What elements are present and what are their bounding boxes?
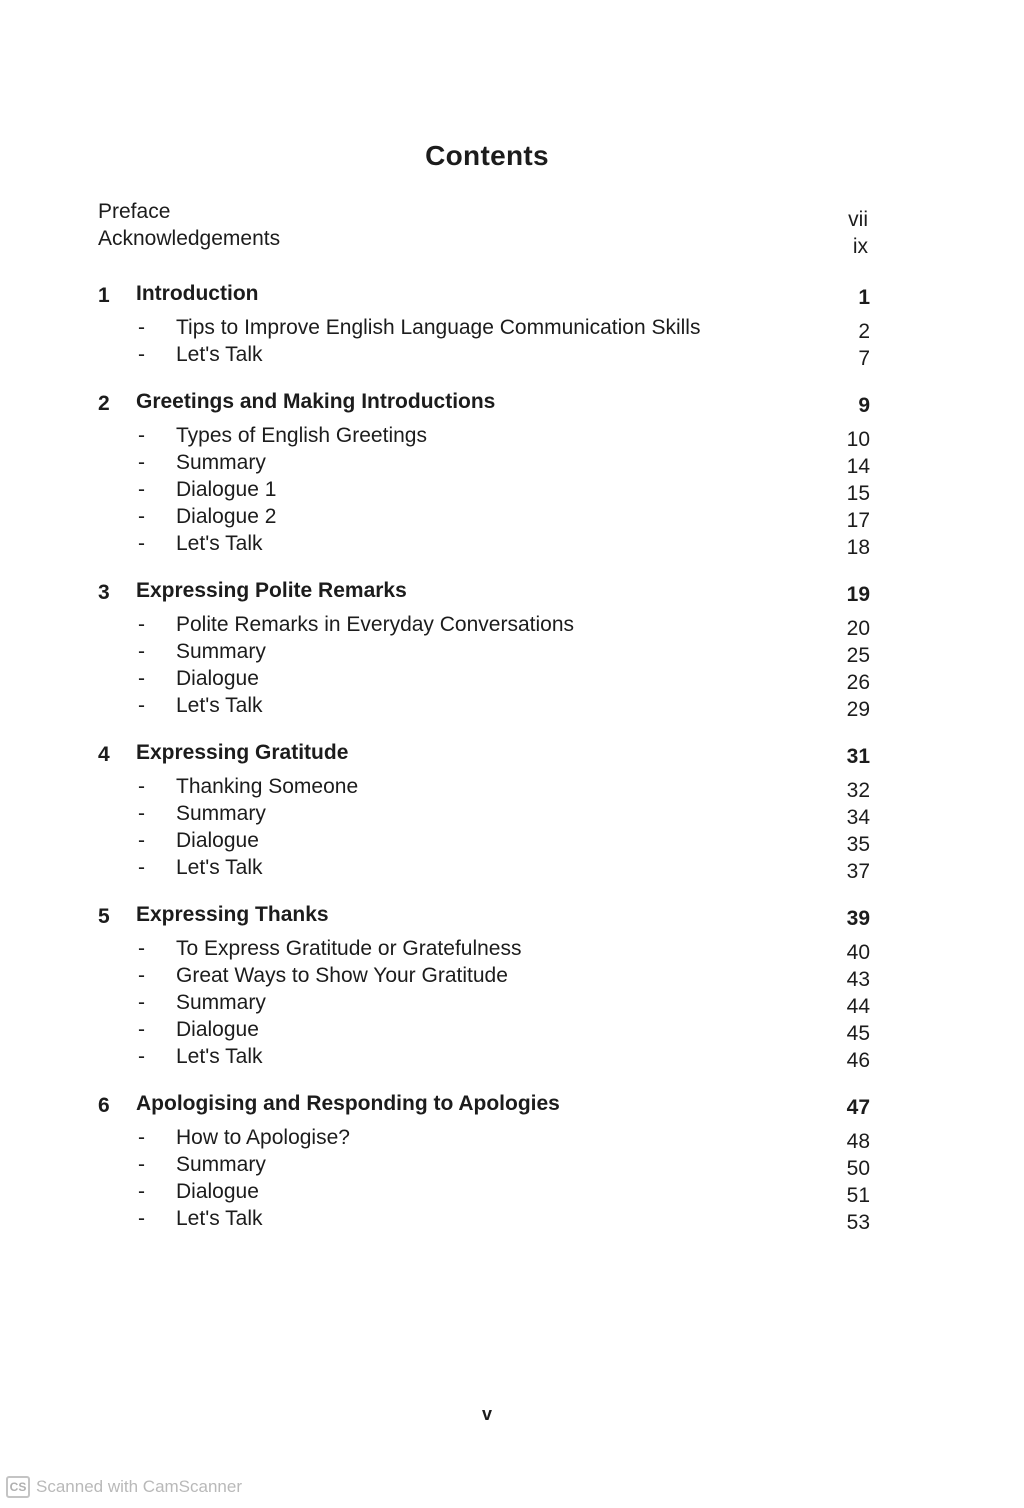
section-title: Thanking Someone (176, 775, 359, 798)
section-page: 29 (846, 698, 870, 721)
bullet-dash: - (138, 1153, 145, 1176)
section-page: 20 (846, 617, 870, 640)
section-entry (98, 856, 870, 883)
section-title: Let's Talk (176, 532, 263, 555)
section-title: Summary (176, 991, 266, 1014)
bullet-dash: - (138, 640, 145, 663)
chapter-entry (98, 280, 870, 370)
scanner-watermark (6, 1474, 242, 1500)
section-title: To Express Gratitude or Gratefulness (176, 937, 522, 960)
section-title: Tips to Improve English Language Communication Skills (176, 316, 701, 339)
section-title: Summary (176, 1153, 266, 1176)
section-entry (98, 991, 870, 1018)
front-matter-page: ix (852, 235, 868, 258)
section-title: Types of English Greetings (176, 424, 427, 447)
chapter-page: 39 (846, 907, 870, 930)
section-title: Great Ways to Show Your Gratitude (176, 964, 508, 987)
front-matter-label: Acknowledgements (98, 227, 281, 250)
section-title: Polite Remarks in Everyday Conversations (176, 613, 574, 636)
section-title: Dialogue (176, 667, 259, 690)
section-page: 44 (846, 995, 870, 1018)
bullet-dash: - (138, 343, 145, 366)
chapter-title: Expressing Thanks (136, 903, 329, 926)
section-page: 37 (846, 860, 870, 883)
bullet-dash: - (138, 694, 145, 717)
bullet-dash: - (138, 802, 145, 825)
chapter-title: Greetings and Making Introductions (136, 390, 496, 413)
page-number: v (481, 1404, 492, 1424)
section-page: 43 (846, 968, 870, 991)
section-entry (98, 802, 870, 829)
chapter-number: 6 (98, 1094, 110, 1117)
watermark-text: Scanned with CamScanner (36, 1477, 243, 1496)
section-title: Let's Talk (176, 1045, 263, 1068)
chapter-number: 2 (98, 392, 110, 415)
section-page: 48 (846, 1130, 870, 1153)
chapter-page: 31 (846, 745, 870, 768)
section-page: 18 (846, 536, 870, 559)
chapter-heading (98, 1090, 870, 1126)
section-page: 35 (846, 833, 870, 856)
section-entry (98, 1018, 870, 1045)
section-entry (98, 1180, 870, 1207)
section-page: 2 (858, 320, 870, 343)
section-entry (98, 1126, 870, 1153)
chapter-heading (98, 901, 870, 937)
chapter-number: 4 (98, 743, 110, 766)
chapter-list (98, 280, 870, 1252)
section-title: How to Apologise? (176, 1126, 350, 1149)
section-entry (98, 829, 870, 856)
bullet-dash: - (138, 505, 145, 528)
chapter-heading (98, 388, 870, 424)
chapter-entry (98, 577, 870, 721)
section-entry (98, 343, 870, 370)
chapter-heading (98, 280, 870, 316)
bullet-dash: - (138, 424, 145, 447)
section-title: Dialogue (176, 1180, 259, 1203)
section-entry (98, 640, 870, 667)
section-page: 51 (846, 1184, 870, 1207)
bullet-dash: - (138, 964, 145, 987)
section-title: Dialogue (176, 829, 259, 852)
section-entry (98, 937, 870, 964)
bullet-dash: - (138, 991, 145, 1014)
front-matter (98, 200, 868, 258)
section-title: Summary (176, 802, 266, 825)
section-page: 32 (846, 779, 870, 802)
section-page: 26 (846, 671, 870, 694)
section-title: Let's Talk (176, 694, 263, 717)
chapter-title: Expressing Polite Remarks (136, 579, 407, 602)
chapter-title: Expressing Gratitude (136, 741, 349, 764)
bullet-dash: - (138, 775, 145, 798)
chapter-entry (98, 388, 870, 559)
section-title: Dialogue (176, 1018, 259, 1041)
chapter-page: 19 (846, 583, 870, 606)
front-matter-label: Preface (98, 200, 171, 223)
section-entry (98, 451, 870, 478)
section-page: 53 (846, 1211, 870, 1234)
section-page: 7 (858, 347, 870, 370)
page-title: Contents (425, 140, 549, 171)
bullet-dash: - (138, 613, 145, 636)
section-title: Dialogue 1 (176, 478, 277, 501)
front-matter-row (98, 227, 868, 258)
section-entry (98, 505, 870, 532)
bullet-dash: - (138, 316, 145, 339)
chapter-number: 1 (98, 284, 110, 307)
chapter-heading (98, 739, 870, 775)
section-page: 40 (846, 941, 870, 964)
section-entry (98, 667, 870, 694)
section-entry (98, 316, 870, 343)
chapter-entry (98, 901, 870, 1072)
chapter-title: Apologising and Responding to Apologies (136, 1092, 560, 1115)
camscanner-logo: CS (6, 1476, 30, 1498)
chapter-entry (98, 739, 870, 883)
front-matter-page: vii (848, 208, 868, 231)
bullet-dash: - (138, 478, 145, 501)
section-page: 17 (846, 509, 870, 532)
section-page: 15 (846, 482, 870, 505)
section-page: 10 (846, 428, 870, 451)
section-entry (98, 424, 870, 451)
section-entry (98, 613, 870, 640)
chapter-entry (98, 1090, 870, 1234)
bullet-dash: - (138, 451, 145, 474)
section-entry (98, 478, 870, 505)
section-title: Summary (176, 451, 266, 474)
chapter-title: Introduction (136, 282, 259, 305)
section-title: Dialogue 2 (176, 505, 277, 528)
chapter-page: 9 (858, 394, 870, 417)
section-entry (98, 775, 870, 802)
bullet-dash: - (138, 856, 145, 879)
bullet-dash: - (138, 667, 145, 690)
section-page: 14 (846, 455, 870, 478)
chapter-page: 47 (846, 1096, 870, 1119)
section-title: Let's Talk (176, 1207, 263, 1230)
section-title: Let's Talk (176, 856, 263, 879)
section-entry (98, 532, 870, 559)
section-page: 46 (846, 1049, 870, 1072)
bullet-dash: - (138, 532, 145, 555)
bullet-dash: - (138, 1207, 145, 1230)
section-page: 25 (846, 644, 870, 667)
chapter-page: 1 (858, 286, 870, 309)
section-title: Summary (176, 640, 266, 663)
section-entry (98, 1153, 870, 1180)
section-page: 45 (846, 1022, 870, 1045)
bullet-dash: - (138, 1018, 145, 1041)
chapter-heading (98, 577, 870, 613)
chapter-number: 5 (98, 905, 110, 928)
bullet-dash: - (138, 1045, 145, 1068)
section-page: 50 (846, 1157, 870, 1180)
section-entry (98, 694, 870, 721)
section-title: Let's Talk (176, 343, 263, 366)
bullet-dash: - (138, 1180, 145, 1203)
section-page: 34 (846, 806, 870, 829)
front-matter-row (98, 200, 868, 231)
section-entry (98, 1207, 870, 1234)
chapter-number: 3 (98, 581, 110, 604)
section-entry (98, 964, 870, 991)
bullet-dash: - (138, 829, 145, 852)
section-entry (98, 1045, 870, 1072)
bullet-dash: - (138, 937, 145, 960)
bullet-dash: - (138, 1126, 145, 1149)
